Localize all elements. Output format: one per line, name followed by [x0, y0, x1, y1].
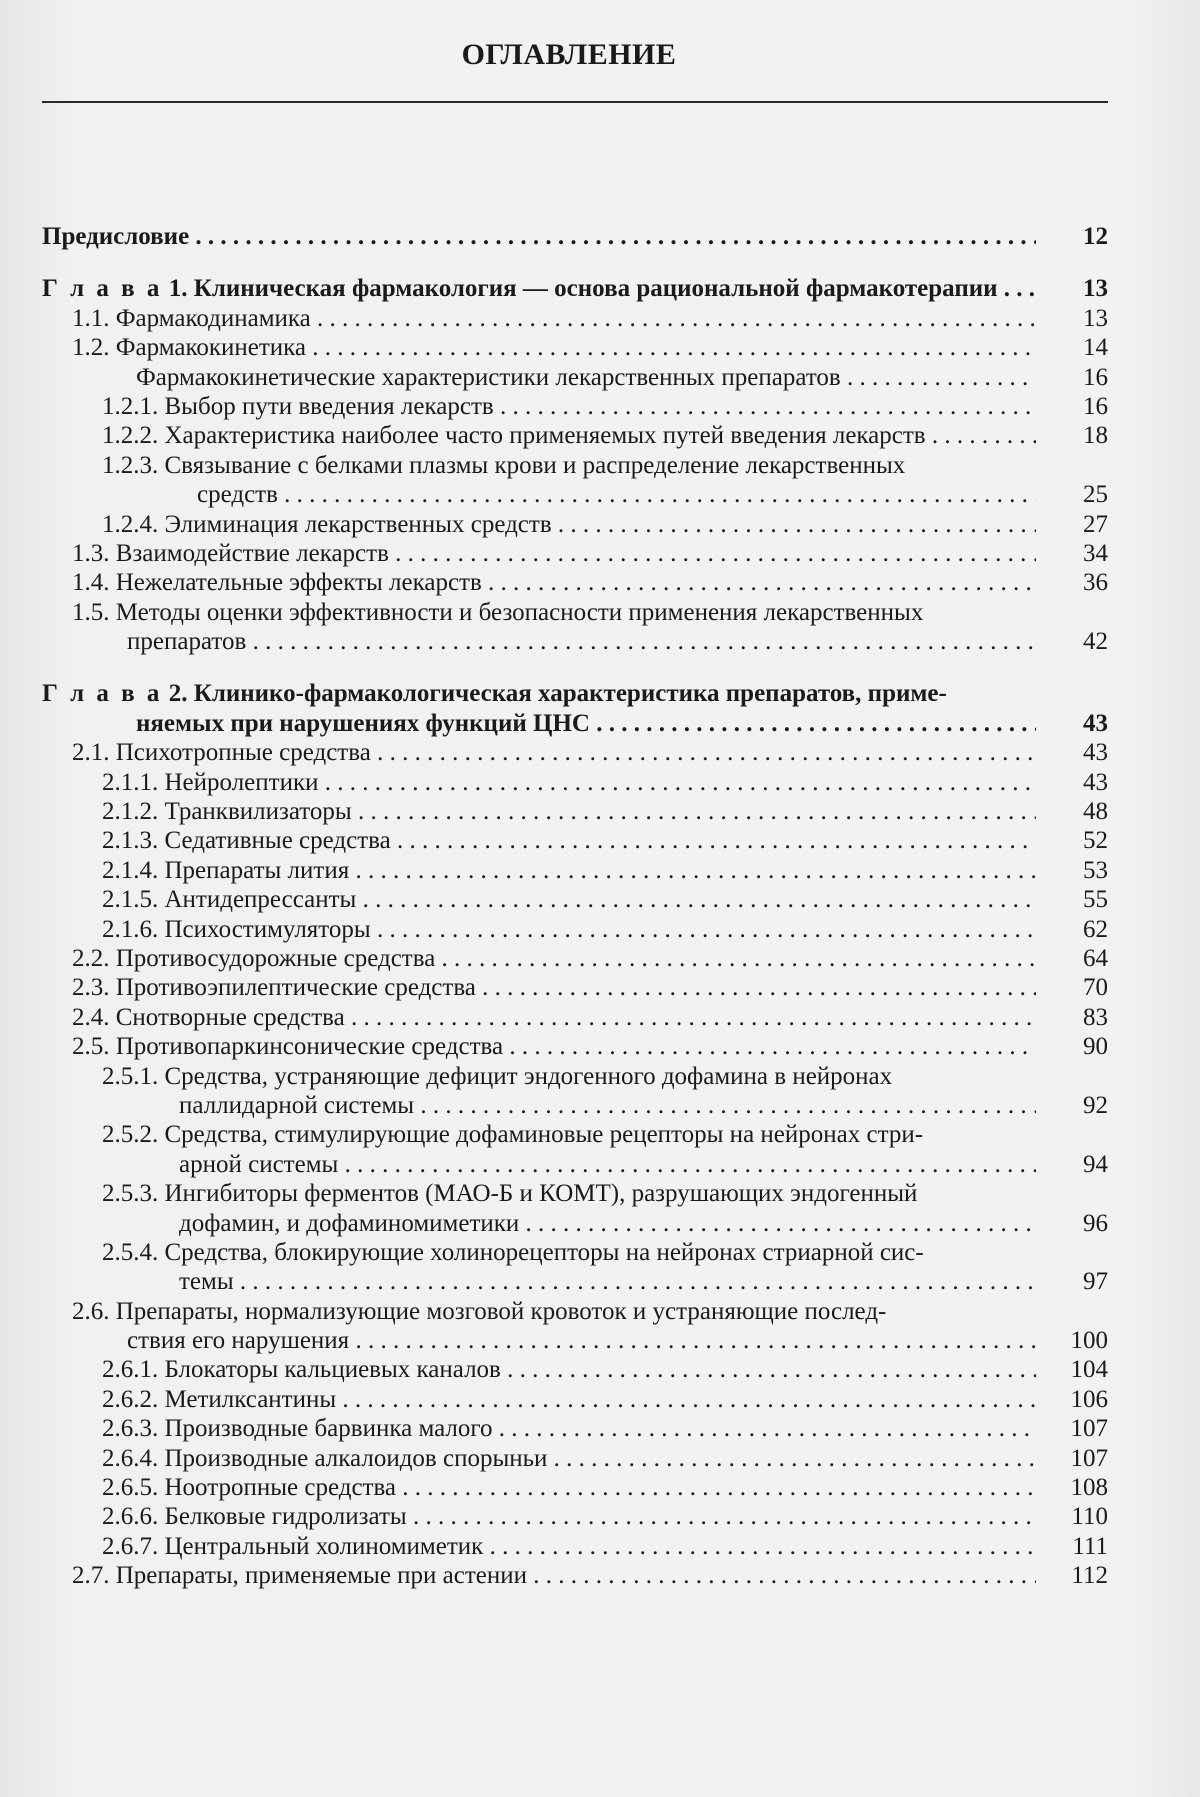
toc-entry	[42, 1355, 1108, 1384]
toc-entry-text: 2.3. Противоэпилептические средства	[72, 974, 476, 1002]
toc-entry-label	[179, 1150, 1036, 1179]
toc-entry	[42, 421, 1108, 450]
toc-entry	[42, 679, 1108, 708]
toc-entry-text: 2.6.6. Белковые гидролизаты	[102, 1503, 407, 1531]
toc-page-number: 107	[1070, 1444, 1108, 1472]
toc-page-number: 64	[1083, 944, 1108, 972]
toc-page-number: 112	[1071, 1562, 1108, 1590]
toc-entry	[42, 1326, 1108, 1355]
toc-entry-label	[72, 333, 1036, 362]
toc-page-number: 97	[1083, 1268, 1108, 1296]
toc-entry-text: 2.1.6. Психостимуляторы	[102, 915, 371, 943]
toc-page-number: 111	[1072, 1532, 1108, 1560]
toc-entry-text: 1.2.2. Характеристика наиболее часто применяемых путей введения лекарств	[102, 422, 926, 450]
toc-entry	[42, 1032, 1108, 1061]
toc-entry	[42, 1209, 1108, 1238]
toc-entry-label	[136, 709, 1036, 738]
toc-entry-text: 1. Клиническая фармакология — основа рациональной фармакотерапии	[162, 275, 998, 303]
toc-page-number: 25	[1083, 481, 1108, 509]
toc-entry-label	[127, 1326, 1036, 1355]
toc-entry-label	[102, 1502, 1036, 1531]
toc-entry	[42, 973, 1108, 1002]
toc-entry-label	[179, 1267, 1036, 1296]
toc-entry-text: 2.5. Противопаркинсонические средства	[72, 1033, 504, 1061]
toc-entry-label	[72, 973, 1036, 1002]
toc-entry	[42, 1532, 1108, 1561]
toc-entry	[42, 392, 1108, 421]
toc-entry-label	[72, 598, 1036, 627]
toc-page-number: 107	[1070, 1415, 1108, 1443]
toc-entry-label	[102, 1444, 1036, 1473]
toc-entry	[42, 826, 1108, 855]
toc-entry-text: 2.1.4. Препараты лития	[102, 856, 350, 884]
toc-entry	[42, 627, 1108, 656]
toc-entry	[42, 1091, 1108, 1120]
toc-page-number: 94	[1083, 1150, 1108, 1178]
toc-entry	[42, 1150, 1108, 1179]
toc-page-number: 70	[1083, 974, 1108, 1002]
toc-entry-text: 2.2. Противосудорожные средства	[72, 944, 436, 972]
toc-entry-text: 2.6.7. Центральный холиномиметик	[102, 1532, 484, 1560]
toc-entry	[42, 1473, 1108, 1502]
toc-entry-label	[72, 944, 1036, 973]
toc-entry-text: 1.2.3. Связывание с белками плазмы крови и распределение лекарственных	[102, 451, 906, 479]
toc-entry-text: паллидарной системы	[179, 1091, 415, 1119]
toc-entry	[42, 1267, 1108, 1296]
toc-page-number: 62	[1083, 915, 1108, 943]
toc-entry-text: 2.5.3. Ингибиторы ферментов (МАО-Б и КОМТ), разрушающих эндогенный	[102, 1180, 918, 1208]
toc-entry-text: препаратов	[127, 628, 247, 656]
toc-page-number: 43	[1083, 768, 1108, 796]
toc-entry-text: дофамин, и дофаминомиметики	[179, 1209, 520, 1237]
toc-page-number: 13	[1083, 304, 1108, 332]
toc-entry	[42, 1385, 1108, 1414]
toc-entry	[42, 1444, 1108, 1473]
toc-page-number: 104	[1070, 1356, 1108, 1384]
toc-entry-text: 1.2.1. Выбор пути введения лекарств	[102, 392, 494, 420]
toc-entry	[42, 1179, 1108, 1208]
toc-entry-label	[179, 1091, 1036, 1120]
chapter-word: Г л а в а	[42, 275, 163, 303]
toc-entry-text: 2.6.2. Метилксантины	[102, 1385, 337, 1413]
toc-page-number: 108	[1070, 1474, 1108, 1502]
toc-entry-label	[197, 480, 1036, 509]
toc-entry-label	[42, 679, 1036, 708]
toc-entry-text: няемых при нарушениях функций ЦНС	[136, 709, 590, 737]
toc-entry	[42, 738, 1108, 767]
toc-entry	[42, 274, 1108, 303]
toc-entry-text: 2.1.5. Антидепрессанты	[102, 886, 357, 914]
toc-page-number: 100	[1070, 1327, 1108, 1355]
toc-page-number: 106	[1070, 1385, 1108, 1413]
toc-entry-text: Предисловие	[42, 223, 190, 250]
toc-entry-label	[102, 1532, 1036, 1561]
toc-entry	[42, 1414, 1108, 1443]
toc-entry-text: 2.5.2. Средства, стимулирующие дофаминовые рецепторы на нейронах стри-	[102, 1121, 924, 1149]
chapter-word: Г л а в а	[42, 680, 163, 708]
toc-entry-text: 2.6.3. Производные барвинка малого	[102, 1415, 493, 1443]
toc-entry-label	[102, 1355, 1036, 1384]
toc-entry-text: темы	[179, 1268, 234, 1296]
toc-page-number: 18	[1083, 422, 1108, 450]
toc-entry-text: 2.1. Психотропные средства	[72, 739, 371, 767]
toc-entry-text: 1.3. Взаимодействие лекарств	[72, 539, 389, 567]
toc-entry	[42, 333, 1108, 362]
toc-entry	[42, 451, 1108, 480]
toc-entry	[42, 1297, 1108, 1326]
toc-page-number: 43	[1083, 709, 1108, 737]
toc-entry-text: 2.4. Снотворные средства	[72, 1003, 345, 1031]
toc-entry-label	[102, 1473, 1036, 1502]
toc-entry	[42, 1238, 1108, 1267]
toc-page-number: 83	[1083, 1003, 1108, 1031]
toc-entry-label	[102, 768, 1036, 797]
toc-page-number: 55	[1083, 886, 1108, 914]
toc-page-number: 34	[1083, 539, 1108, 567]
toc-entry-text: Фармакокинетические характеристики лекарственных препаратов	[136, 363, 841, 391]
toc-page-number: 92	[1083, 1091, 1108, 1119]
toc-entry-label	[102, 1062, 1036, 1091]
toc-entry-label	[102, 392, 1036, 421]
toc-entry-label	[102, 826, 1036, 855]
toc-entry-text: 2.7. Препараты, применяемые при астении	[72, 1562, 528, 1590]
toc-entry	[42, 797, 1108, 826]
toc-entry-label	[102, 510, 1036, 539]
toc-entry-label	[72, 539, 1036, 568]
toc-entry-text: 1.1. Фармакодинамика	[72, 304, 311, 332]
toc-entry-label	[102, 1179, 1036, 1208]
toc-entry-label	[72, 304, 1036, 333]
toc-page-number: 96	[1083, 1209, 1108, 1237]
toc-entry-label	[102, 1120, 1036, 1149]
toc-entry-text: 2.5.1. Средства, устраняющие дефицит эндогенного дофамина в нейронах	[102, 1062, 893, 1090]
table-of-contents	[42, 222, 1108, 1591]
toc-entry	[42, 1502, 1108, 1531]
toc-entry-text: ствия его нарушения	[127, 1327, 350, 1355]
toc-entry-label	[72, 568, 1036, 597]
toc-entry-label	[102, 421, 1036, 450]
toc-entry-text: 2.1.1. Нейролептики	[102, 768, 319, 796]
toc-entry-text: 1.2. Фармакокинетика	[72, 334, 307, 362]
toc-entry-text: 2.6.5. Ноотропные средства	[102, 1474, 397, 1502]
toc-entry	[42, 1120, 1108, 1149]
toc-entry-label	[127, 627, 1036, 656]
toc-entry	[42, 1561, 1108, 1590]
toc-entry-label	[72, 738, 1036, 767]
toc-entry-text: 2.1.3. Седативные средства	[102, 827, 391, 855]
toc-page-number: 16	[1083, 363, 1108, 391]
toc-page-number: 16	[1083, 392, 1108, 420]
toc-entry-text: 2.6. Препараты, нормализующие мозговой кровоток и устраняющие послед-	[72, 1297, 887, 1325]
toc-entry	[42, 363, 1108, 392]
toc-entry-text: 2.6.4. Производные алкалоидов спорыньи	[102, 1444, 548, 1472]
toc-entry-text: 1.2.4. Элиминация лекарственных средств	[102, 510, 552, 538]
toc-page-number: 43	[1083, 739, 1108, 767]
toc-entry	[42, 539, 1108, 568]
toc-page-number: 48	[1083, 798, 1108, 826]
toc-page-number: 53	[1083, 856, 1108, 884]
toc-entry-text: 1.5. Методы оценки эффективности и безопасности применения лекарственных	[72, 598, 924, 626]
toc-entry	[42, 944, 1108, 973]
toc-entry-text: 2.5.4. Средства, блокирующие холинорецепторы на нейронах стриарной сис-	[102, 1238, 924, 1266]
toc-page-number: 14	[1083, 334, 1108, 362]
section-gap	[42, 656, 1108, 679]
toc-page-number: 27	[1083, 510, 1108, 538]
toc-entry-label	[102, 885, 1036, 914]
page-title: ОГЛАВЛЕНИЕ	[461, 38, 677, 71]
toc-entry-label	[72, 1032, 1036, 1061]
toc-entry	[42, 915, 1108, 944]
toc-entry-label	[102, 451, 1036, 480]
toc-entry	[42, 885, 1108, 914]
toc-page-number: 12	[1083, 223, 1108, 250]
toc-page-number: 90	[1083, 1033, 1108, 1061]
toc-page-number: 36	[1083, 569, 1108, 597]
toc-entry	[42, 856, 1108, 885]
toc-entry-label	[72, 1561, 1036, 1590]
toc-page-number: 110	[1071, 1503, 1108, 1531]
toc-entry	[42, 510, 1108, 539]
toc-entry-label	[72, 1297, 1036, 1326]
toc-entry-text: 1.4. Нежелательные эффекты лекарств	[72, 569, 482, 597]
title-rule	[42, 101, 1108, 103]
toc-entry	[42, 568, 1108, 597]
toc-entry-text: средств	[197, 481, 278, 509]
section-gap	[42, 251, 1108, 274]
toc-entry	[42, 222, 1108, 251]
toc-entry-label	[42, 274, 1036, 303]
toc-entry-text: арной системы	[179, 1150, 339, 1178]
toc-page-number: 13	[1083, 275, 1108, 303]
toc-entry	[42, 304, 1108, 333]
toc-entry-label	[102, 797, 1036, 826]
toc-entry-label	[102, 915, 1036, 944]
toc-entry	[42, 598, 1108, 627]
toc-page-number: 52	[1083, 827, 1108, 855]
toc-entry-label	[102, 1238, 1036, 1267]
toc-entry-label	[102, 1385, 1036, 1414]
toc-entry-label	[72, 1003, 1036, 1032]
toc-entry-text: 2. Клинико-фармакологическая характеристика препаратов, приме-	[162, 680, 947, 708]
toc-entry-label	[136, 363, 1036, 392]
toc-entry-label	[102, 1414, 1036, 1443]
toc-entry	[42, 480, 1108, 509]
toc-entry	[42, 768, 1108, 797]
toc-entry	[42, 709, 1108, 738]
toc-entry	[42, 1062, 1108, 1091]
toc-entry	[42, 1003, 1108, 1032]
toc-entry-text: 2.1.2. Транквилизаторы	[102, 798, 352, 826]
toc-entry-text: 2.6.1. Блокаторы кальциевых каналов	[102, 1356, 501, 1384]
toc-entry-label	[42, 222, 1036, 251]
toc-entry-label	[102, 856, 1036, 885]
toc-entry-label	[179, 1209, 1036, 1238]
toc-page-number: 42	[1083, 628, 1108, 656]
